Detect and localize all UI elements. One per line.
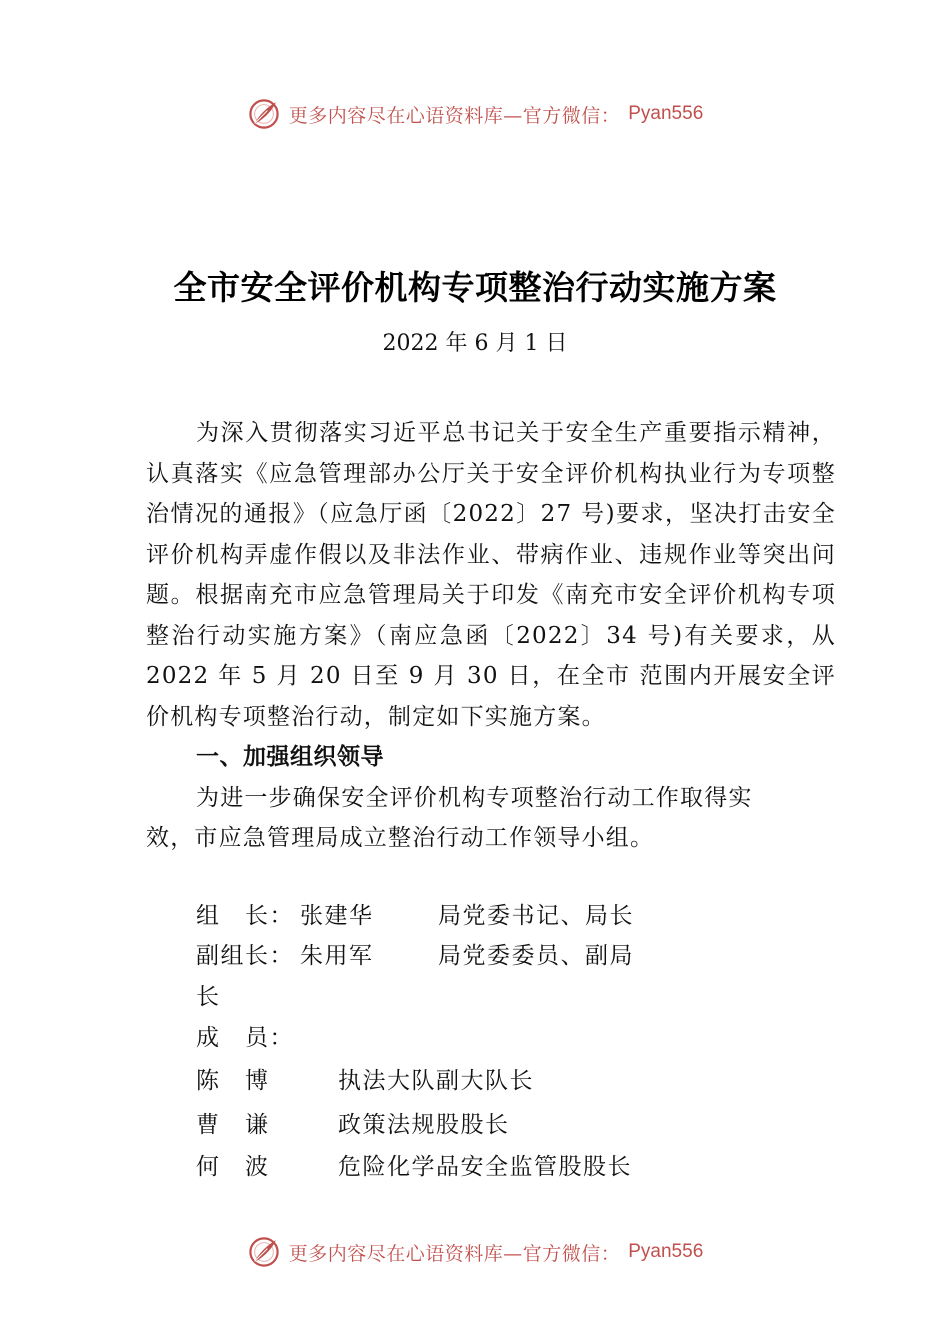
watermark-text: 更多内容尽在心语资料库—官方微信： xyxy=(288,1242,621,1265)
document-date: 2022 年 6 月 1 日 xyxy=(382,331,568,356)
section-1-paragraph: 为进一步确保安全评价机构专项整治行动工作取得实效，市应急管理局成立整治行动工作领导小组。 xyxy=(146,784,753,851)
member-title: 政策法规股股长 xyxy=(338,1112,510,1138)
watermark-text: 更多内容尽在心语资料库—官方微信： xyxy=(288,104,621,127)
document-body xyxy=(146,413,836,859)
member-name: 何 波 xyxy=(196,1154,270,1180)
members-label: 成 员： xyxy=(196,1025,294,1051)
member-title: 执法大队副大队长 xyxy=(338,1068,534,1094)
member-name: 曹 谦 xyxy=(196,1112,270,1138)
footer-watermark xyxy=(0,1232,950,1272)
leader-name: 张建华 xyxy=(300,903,374,929)
deputy-title-wrap: 长 xyxy=(196,984,221,1010)
feather-pen-circle-icon xyxy=(247,97,281,131)
watermark-wechat-id: Pyan556 xyxy=(628,103,704,124)
deputy-title: 局党委委员、副局 xyxy=(438,943,634,969)
intro-paragraph: 为深入贯彻落实习近平总书记关于安全生产重要指示精神，认真落实《应急管理部办公厅关于安全评价机构执业行为专项整治情况的通报》（应急厅函〔2022〕27 号)要求，坚决打击安全评价机构弄虚作假以及非法作业、带病作业、违规作业等突出问题。根据南充市应急管理局关于印发《南充市安全评价机构专项整治行动实施方案》（南应急函〔2022〕34 号)有关要求，从 2022 年 5 月 20 日至 9 月 30 日，在全市 范围内开展安全评价机构专项整治行动，制定如下实施方案。 xyxy=(146,420,836,730)
section-heading-1: 一、加强组织领导 xyxy=(196,744,384,770)
member-title: 危险化学品安全监管股股长 xyxy=(338,1154,632,1180)
leader-title: 局党委书记、局长 xyxy=(438,903,634,929)
deputy-name: 朱用军 xyxy=(300,943,374,969)
deputy-label: 副组长： xyxy=(196,943,294,969)
header-watermark xyxy=(0,94,950,134)
document-title: 全市安全评价机构专项整治行动实施方案 xyxy=(173,268,777,307)
leader-label: 组 长： xyxy=(196,903,294,929)
watermark-wechat-id: Pyan556 xyxy=(628,1241,704,1262)
feather-pen-circle-icon xyxy=(247,1235,281,1269)
member-name: 陈 博 xyxy=(196,1068,270,1094)
